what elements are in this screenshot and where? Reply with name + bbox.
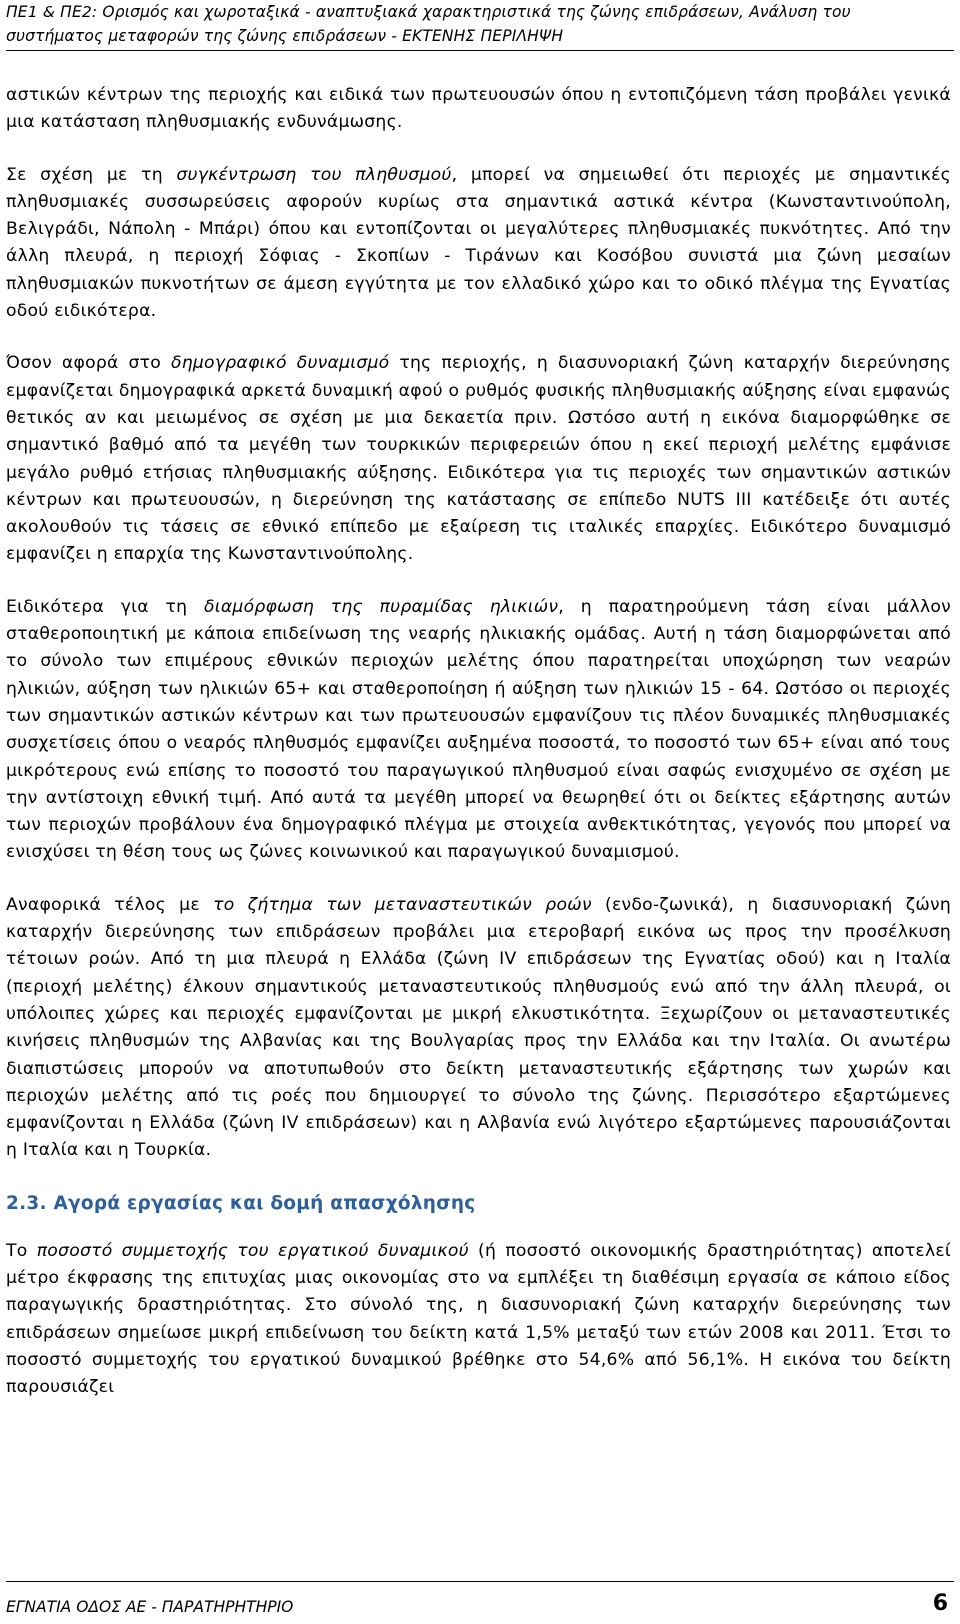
emphasis-term: ποσοστό συμμετοχής του εργατικού δυναμικού	[36, 1240, 469, 1261]
emphasis-term: το ζήτημα των μεταναστευτικών ροών	[213, 894, 592, 915]
paragraph-demographic-dynamism: Όσον αφορά στο δημογραφικό δυναμισμό της περιοχής, η διασυνοριακή ζώνη καταρχήν διερεύνησης εμφανίζεται δημογραφικά αρκετά δυναμική αφού ο ρυθμός φυσικής πληθυσμιακής αύξησης είναι εμφανώς θετικός αν και μειωμένος σε σχέση με μια δεκαετία πριν. Ωστόσο αυτή η εικόνα διαμορφώθηκε σε σημαντικό βαθμό από τα μεγέθη των τουρκικών περιφερειών όπου η εκεί περιοχή μελέτης εμφάνισε μεγάλο ρυθμό ετήσιας πληθυσμιακής αύξησης. Ειδικότερα για τις περιοχές των σημαντικών αστικών κέντρων και πρωτευουσών, η διερεύνηση της κατάστασης σε επίπεδο NUTS III κατέδειξε ότι αυτές ακολουθούν τις τάσεις σε εθνικό επίπεδο με εξαίρεση τις ιταλικές επαρχίες. Ειδικότερο δυναμισμό εμφανίζει η επαρχία της Κωνσταντινούπολης.	[6, 353, 951, 565]
paragraph-migration-flows: Αναφορικά τέλος με το ζήτημα των μεταναστευτικών ροών (ενδο-ζωνικά), η διασυνοριακή ζώνη καταρχήν διερεύνησης των επιδράσεων προβάλει μια ετεροβαρή εικόνα ως προς την προσέλκυση τέτοιων ροών. Από τη μια πλευρά η Ελλάδα (ζώνη IV επιδράσεων της Εγνατίας οδού) και η Ιταλία (περιοχή μελέτης) έλκουν σημαντικούς μεταναστευτικούς πληθυσμούς ενώ από την άλλη πλευρά, οι υπόλοιπες χώρες και περιοχές εμφανίζονται με μικρή ελκυστικότητα. Ξεχωρίζουν οι μεταναστευτικές κινήσεις πληθυσμών της Αλβανίας και της Βουλγαρίας προς την Ελλάδα και την Ιταλία. Οι ανωτέρω διαπιστώσεις μπορούν να αποτυπωθούν στο δείκτη μεταναστευτικής εξάρτησης των χωρών και περιοχών μελέτης από τις ροές που δημιουργεί το σύνολο της ζώνης. Περισσότερο εξαρτώμενες εμφανίζονται η Ελλάδα (ζώνη IV επιδράσεων) και η Αλβανία ενώ λιγότερο εξαρτώμενες παρουσιάζονται η Ιταλία και η Τουρκία.	[6, 894, 951, 1161]
page-number: 6	[932, 1591, 948, 1616]
paragraph-urban-centres: αστικών κέντρων της περιοχής και ειδικά των πρωτευουσών όπου η εντοπιζόμενη τάση προβάλει γενικά μια κατάσταση πληθυσμιακής ενδυνάμωσης.	[6, 85, 951, 133]
footer-divider	[6, 1581, 954, 1582]
emphasis-term: δημογραφικό δυναμισμό	[170, 353, 390, 374]
document-body	[6, 82, 951, 1426]
page-header	[6, 0, 954, 48]
header-line-1: ΠΕ1 & ΠΕ2: Ορισμός και χωροταξικά - αναπτυξιακά χαρακτηριστικά της ζώνης επιδράσεων, Ανάλυση του	[6, 3, 851, 21]
paragraph-labour-participation: Το ποσοστό συμμετοχής του εργατικού δυναμικού (ή ποσοστό οικονομικής δραστηριότητας) αποτελεί μέτρο έκφρασης της επιτυχίας μιας οικονομίας στο να εμπλέξει τη διαθέσιμη εργασία σε κάποιο είδος παραγωγικής δραστηριότητας. Στο σύνολό της, η διασυνοριακή ζώνη καταρχήν διερεύνησης των επιδράσεων σημείωσε μικρή επιδείνωση του δείκτη κατά 1,5% μεταξύ των ετών 2008 και 2011. Έτσι το ποσοστό συμμετοχής του εργατικού δυναμικού βρέθηκε στο 54,6% από 56,1%. Η εικόνα του δείκτη παρουσιάζει	[6, 1240, 951, 1398]
emphasis-term: διαμόρφωση της πυραμίδας ηλικιών	[203, 596, 559, 617]
section-heading: 2.3. Αγορά εργασίας και δομή απασχόλησης	[6, 1192, 476, 1214]
header-divider	[6, 50, 954, 51]
emphasis-term: συγκέντρωση του πληθυσμού	[176, 164, 452, 185]
paragraph-age-pyramid: Ειδικότερα για τη διαμόρφωση της πυραμίδας ηλικιών, η παρατηρούμενη τάση είναι μάλλον σταθεροποιητική με κάποια επιδείνωση της νεαρής ηλικιακής ομάδας. Αυτή η τάση διαμορφώνεται από το σύνολο των επιμέρους εθνικών περιοχών μελέτης όπου παρατηρείται υποχώρηση των νεαρών ηλικιών, αύξηση των ηλικιών 65+ και σταθεροποίηση ή αύξηση των ηλικιών 15 - 64. Ωστόσο οι περιοχές των σημαντικών αστικών κέντρων και των πρωτευουσών εμφανίζουν τις πλέον δυναμικές πληθυσμιακές συσχετίσεις όπου ο νεαρός πληθυσμός εμφανίζει αυξημένα ποσοστά, το ποσοστό των 65+ είναι από τους μικρότερους ενώ επίσης το ποσοστό του παραγωγικού πληθυσμού είναι σαφώς ενισχυμένο σε σχέση με την αντίστοιχη εθνική τιμή. Από αυτά τα μεγέθη μπορεί να θεωρηθεί ότι οι δείκτες εξάρτησης αυτών των περιοχών προβάλουν ένα δημογραφικό πλέγμα με στοιχεία ανθεκτικότητας, γεγονός που μπορεί να ενισχύσει τη θέση τους ως ζώνες κοινωνικού και παραγωγικού δυναμισμού.	[6, 596, 951, 863]
footer-title: ΕΓΝΑΤΙΑ ΟΔΟΣ ΑΕ - ΠΑΡΑΤΗΡΗΤΗΡΙΟ	[6, 1598, 294, 1616]
header-line-2: συστήματος μεταφορών της ζώνης επιδράσεων - ΕΚΤΕΝΗΣ ΠΕΡΙΛΗΨΗ	[6, 27, 564, 45]
paragraph-population-concentration: Σε σχέση με τη συγκέντρωση του πληθυσμού, μπορεί να σημειωθεί ότι περιοχές με σημαντικές πληθυσμιακές συσσωρεύσεις αφορούν κυρίως στα σημαντικά αστικά κέντρα (Κωνσταντινούπολη, Βελιγράδι, Νάπολη - Μπάρι) όπου και εντοπίζονται οι μεγαλύτερες πληθυσμιακές πυκνότητες. Από την άλλη πλευρά, η περιοχή Σόφιας - Σκοπίων - Τιράνων και Κοσόβου συνιστά μια ζώνη μεσαίων πληθυσμιακών πυκνοτήτων σε άμεση εγγύτητα με τον ελλαδικό χώρο και το οδικό πλέγμα της Εγνατίας οδού ειδικότερα.	[6, 164, 951, 322]
